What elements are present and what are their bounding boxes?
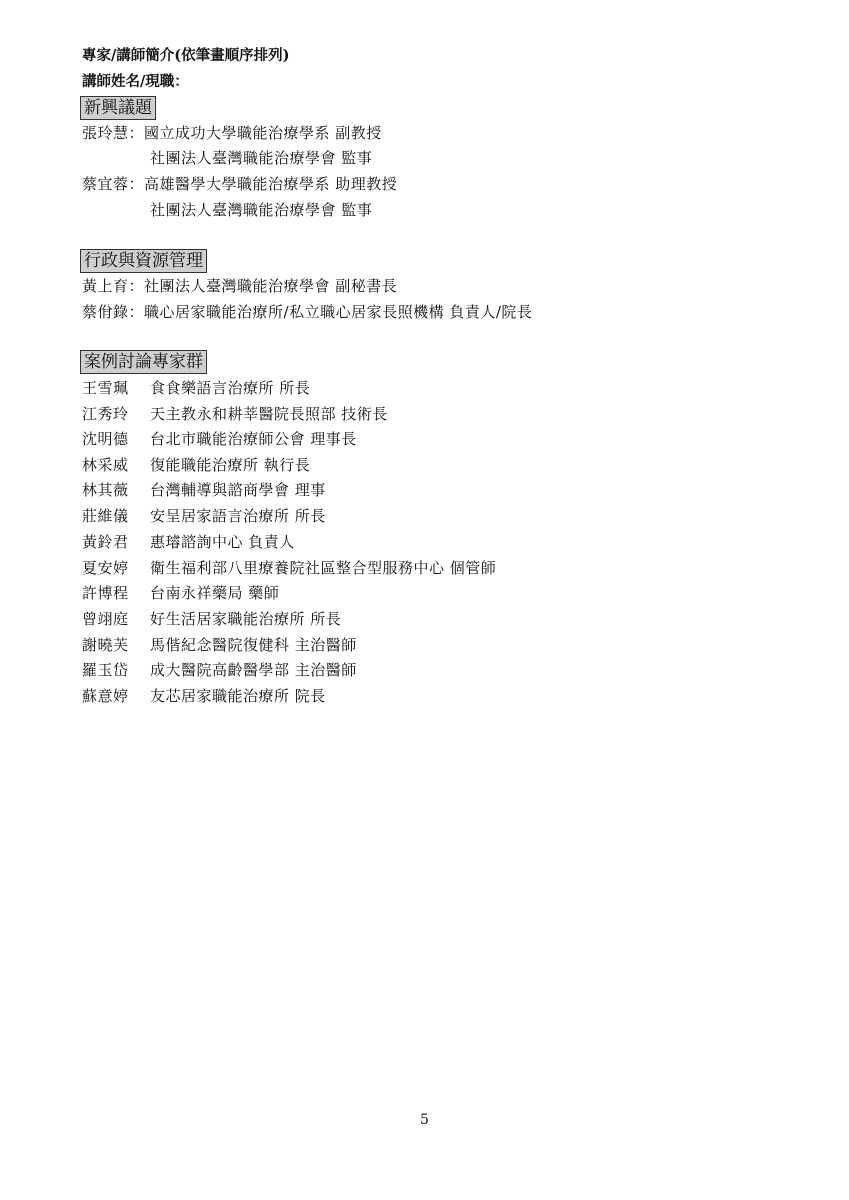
- name-separator: ：: [128, 124, 145, 142]
- expert-name: 莊維儀: [82, 507, 129, 525]
- speaker-position: 高雄醫學大學職能治療學系 助理教授: [144, 175, 398, 193]
- expert-title: 好生活居家職能治療所 所長: [150, 610, 342, 628]
- speaker-name: 張玲慧: [82, 124, 129, 142]
- expert-row: [82, 582, 279, 604]
- expert-title: 台北市職能治療師公會 理事長: [150, 430, 357, 448]
- speaker-name: 蔡佾錄: [82, 303, 129, 321]
- expert-name: 曾翊庭: [82, 610, 129, 628]
- speaker-name: 蔡宜蓉: [82, 175, 129, 193]
- section-heading-admin-resource: 行政與資源管理: [80, 249, 207, 273]
- expert-name: 蘇意婷: [82, 687, 129, 705]
- expert-title: 安呈居家語言治療所 所長: [150, 507, 326, 525]
- section-heading-case-experts: 案例討論專家群: [80, 350, 207, 374]
- expert-row: [82, 659, 357, 681]
- expert-name: 夏安婷: [82, 559, 129, 577]
- speaker-position: 國立成功大學職能治療學系 副教授: [144, 124, 382, 142]
- speaker-position-cont: 社團法人臺灣職能治療學會 監事: [150, 149, 373, 167]
- expert-title: 復能職能治療所 執行長: [150, 456, 311, 474]
- expert-title: 馬偕紀念醫院復健科 主治醫師: [150, 636, 357, 654]
- page-number: 5: [420, 1112, 429, 1128]
- expert-title: 衛生福利部八里療養院社區整合型服務中心 個管師: [150, 559, 497, 577]
- expert-name: 江秀玲: [82, 405, 129, 423]
- name-separator: ：: [128, 277, 145, 295]
- expert-row: [82, 479, 326, 501]
- expert-row: [82, 377, 310, 399]
- expert-title: 惠璿諮詢中心 負責人: [150, 533, 295, 551]
- expert-title: 台灣輔導與諮商學會 理事: [150, 481, 326, 499]
- expert-row: [82, 608, 341, 630]
- expert-title: 成大醫院高齡醫學部 主治醫師: [150, 661, 357, 679]
- expert-name: 黃鈴君: [82, 533, 129, 551]
- expert-row: [82, 454, 310, 476]
- expert-row: [82, 428, 357, 450]
- expert-row: [82, 505, 326, 527]
- speaker-entry: [82, 122, 382, 144]
- speaker-entry: [82, 301, 532, 323]
- speaker-position: 社團法人臺灣職能治療學會 副秘書長: [144, 277, 398, 295]
- expert-name: 王雪珮: [82, 379, 129, 397]
- expert-name: 林采威: [82, 456, 129, 474]
- expert-title: 天主教永和耕莘醫院長照部 技術長: [150, 405, 388, 423]
- expert-name: 林其薇: [82, 481, 129, 499]
- speaker-position-cont: 社團法人臺灣職能治療學會 監事: [150, 201, 373, 219]
- speaker-entry: [82, 173, 397, 195]
- expert-row: [82, 685, 326, 707]
- expert-row: [82, 531, 295, 553]
- expert-row: [82, 403, 388, 425]
- section-heading-emerging-issues: 新興議題: [80, 96, 156, 120]
- expert-title: 食食樂語言治療所 所長: [150, 379, 311, 397]
- expert-row: [82, 557, 496, 579]
- expert-title: 友芯居家職能治療所 院長: [150, 687, 326, 705]
- speaker-name: 黃上育: [82, 277, 129, 295]
- document-subtitle: 講師姓名/現職：: [82, 73, 189, 90]
- expert-title: 台南永祥藥局 藥師: [150, 584, 280, 602]
- name-separator: ：: [128, 303, 145, 321]
- name-separator: ：: [128, 175, 145, 193]
- expert-name: 謝曉芙: [82, 636, 129, 654]
- expert-name: 羅玉岱: [82, 661, 129, 679]
- speaker-entry: [82, 275, 397, 297]
- expert-name: 許博程: [82, 584, 129, 602]
- speaker-position: 職心居家職能治療所/私立職心居家長照機構 負責人/院長: [144, 303, 533, 321]
- expert-name: 沈明德: [82, 430, 129, 448]
- expert-row: [82, 634, 357, 656]
- document-title: 專家/講師簡介(依筆畫順序排列): [82, 47, 290, 64]
